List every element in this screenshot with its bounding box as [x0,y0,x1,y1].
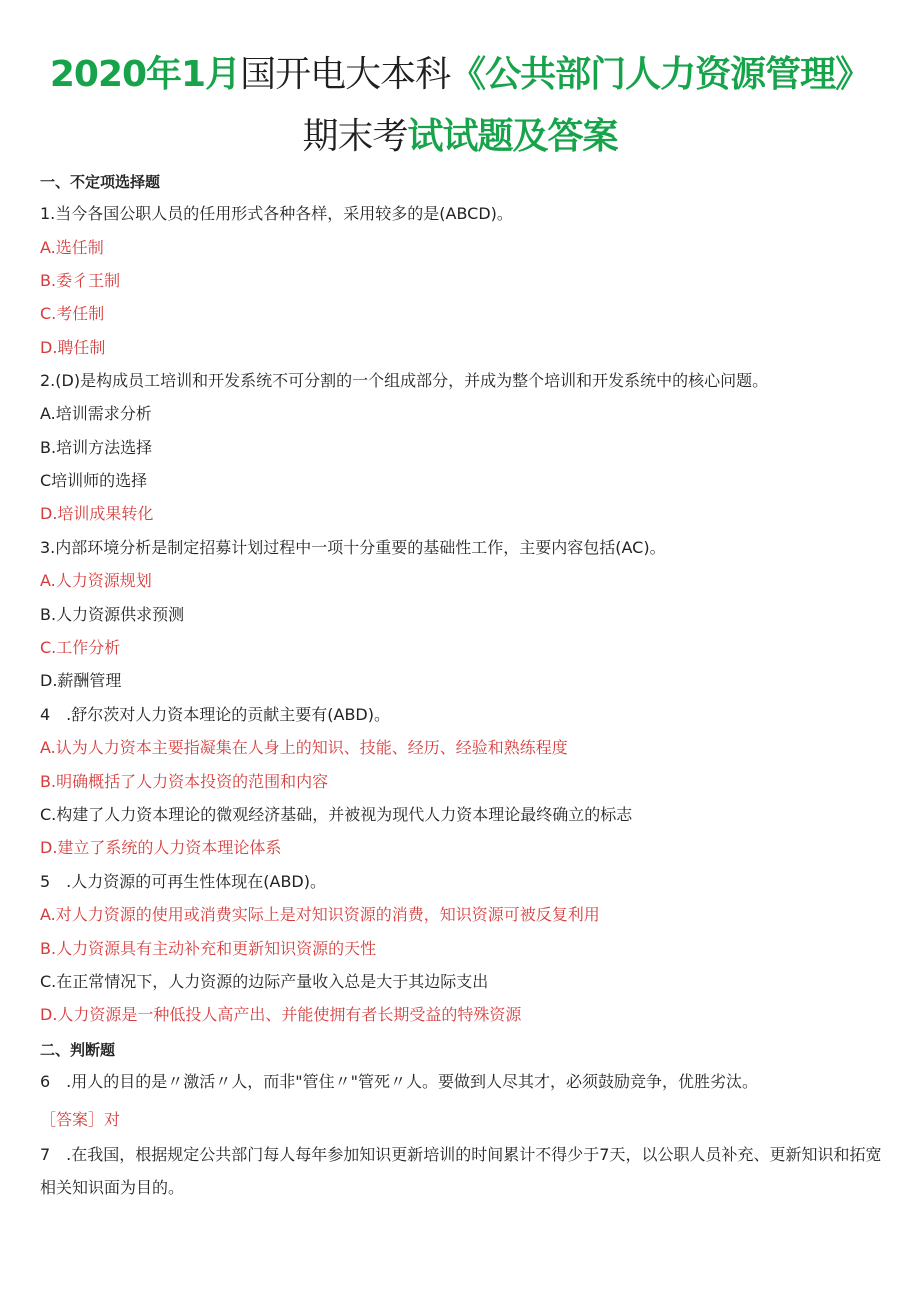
question-4-option-b: B.明确概括了人力资本投资的范围和内容 [40,772,329,791]
question-2-option-b: B.培训方法选择 [40,438,153,457]
question-5-stem: 5 .人力资源的可再生性体现在(ABD)。 [40,872,326,891]
question-5-option-b: B.人力资源具有主动补充和更新知识资源的天性 [40,939,377,958]
title-school: 国开电大本科 [240,54,451,95]
question-1-option-c: C.考任制 [40,304,105,323]
question-4-option-d: D.建立了系统的人力资本理论体系 [40,838,282,857]
question-2-option-a: A.培训需求分析 [40,404,152,423]
title-course: 《公共部门人力资源管理》 [450,54,871,95]
title-exam: 期末考 [302,116,408,157]
document-title-line-1 [0,52,920,98]
question-3-option-c: C.工作分析 [40,638,121,657]
section-heading-multiple-choice: 一、不定项选择题 [40,173,161,191]
question-2-stem: 2.(D)是构成员工培训和开发系统不可分割的一个组成部分，并成为整个培训和开发系统中的核心问题。 [40,371,769,390]
question-2-option-d: D.培训成果转化 [40,504,154,523]
section-heading-true-false: 二、判断题 [40,1041,116,1059]
question-4-stem: 4 .舒尔茨对人力资本理论的贡献主要有(ABD)。 [40,705,390,724]
question-5-option-d: D.人力资源是一种低投人高产出、并能使拥有者长期受益的特殊资源 [40,1005,522,1024]
question-7-stem: 7 .在我国，根据规定公共部门每人每年参加知识更新培训的时间累计不得少于7天，以公职人员补充、更新知识和拓宽相关知识面为目的。 [40,1145,882,1197]
question-3-stem: 3.内部环境分析是制定招募计划过程中一项十分重要的基础性工作，主要内容包括(AC)。 [40,538,666,557]
question-3-option-b: B.人力资源供求预测 [40,605,185,624]
question-1-option-b: B.委彳王制 [40,271,121,290]
question-5-option-c: C.在正常情况下，人力资源的边际产量收入总是大于其边际支出 [40,972,489,991]
question-1-option-a: A.选任制 [40,238,104,257]
document-title-line-2 [0,114,920,160]
question-4-option-c: C.构建了人力资本理论的微观经济基础，并被视为现代人力资本理论最终确立的标志 [40,805,633,824]
question-3-option-d: D.薪酬管理 [40,671,122,690]
question-1-stem: 1.当今各国公职人员的任用形式各种各样，采用较多的是(ABCD)。 [40,204,513,223]
question-2-option-c: C培训师的选择 [40,471,148,490]
question-6-answer: ［答案］对 [40,1110,121,1129]
title-exam-answers: 试试题及答案 [407,116,618,157]
question-5-option-a: A.对人力资源的使用或消费实际上是对知识资源的消费，知识资源可被反复利用 [40,905,600,924]
question-4-option-a: A.认为人力资本主要指凝集在人身上的知识、技能、经历、经验和熟练程度 [40,738,568,757]
title-date: 2020年1月 [49,54,241,95]
question-3-option-a: A.人力资源规划 [40,571,152,590]
question-6-stem: 6 .用人的目的是〃激活〃人，而非"管住〃"管死〃人。要做到人尽其才，必须鼓励竞争，优胜劣汰。 [40,1072,758,1091]
question-1-option-d: D.聘任制 [40,338,106,357]
